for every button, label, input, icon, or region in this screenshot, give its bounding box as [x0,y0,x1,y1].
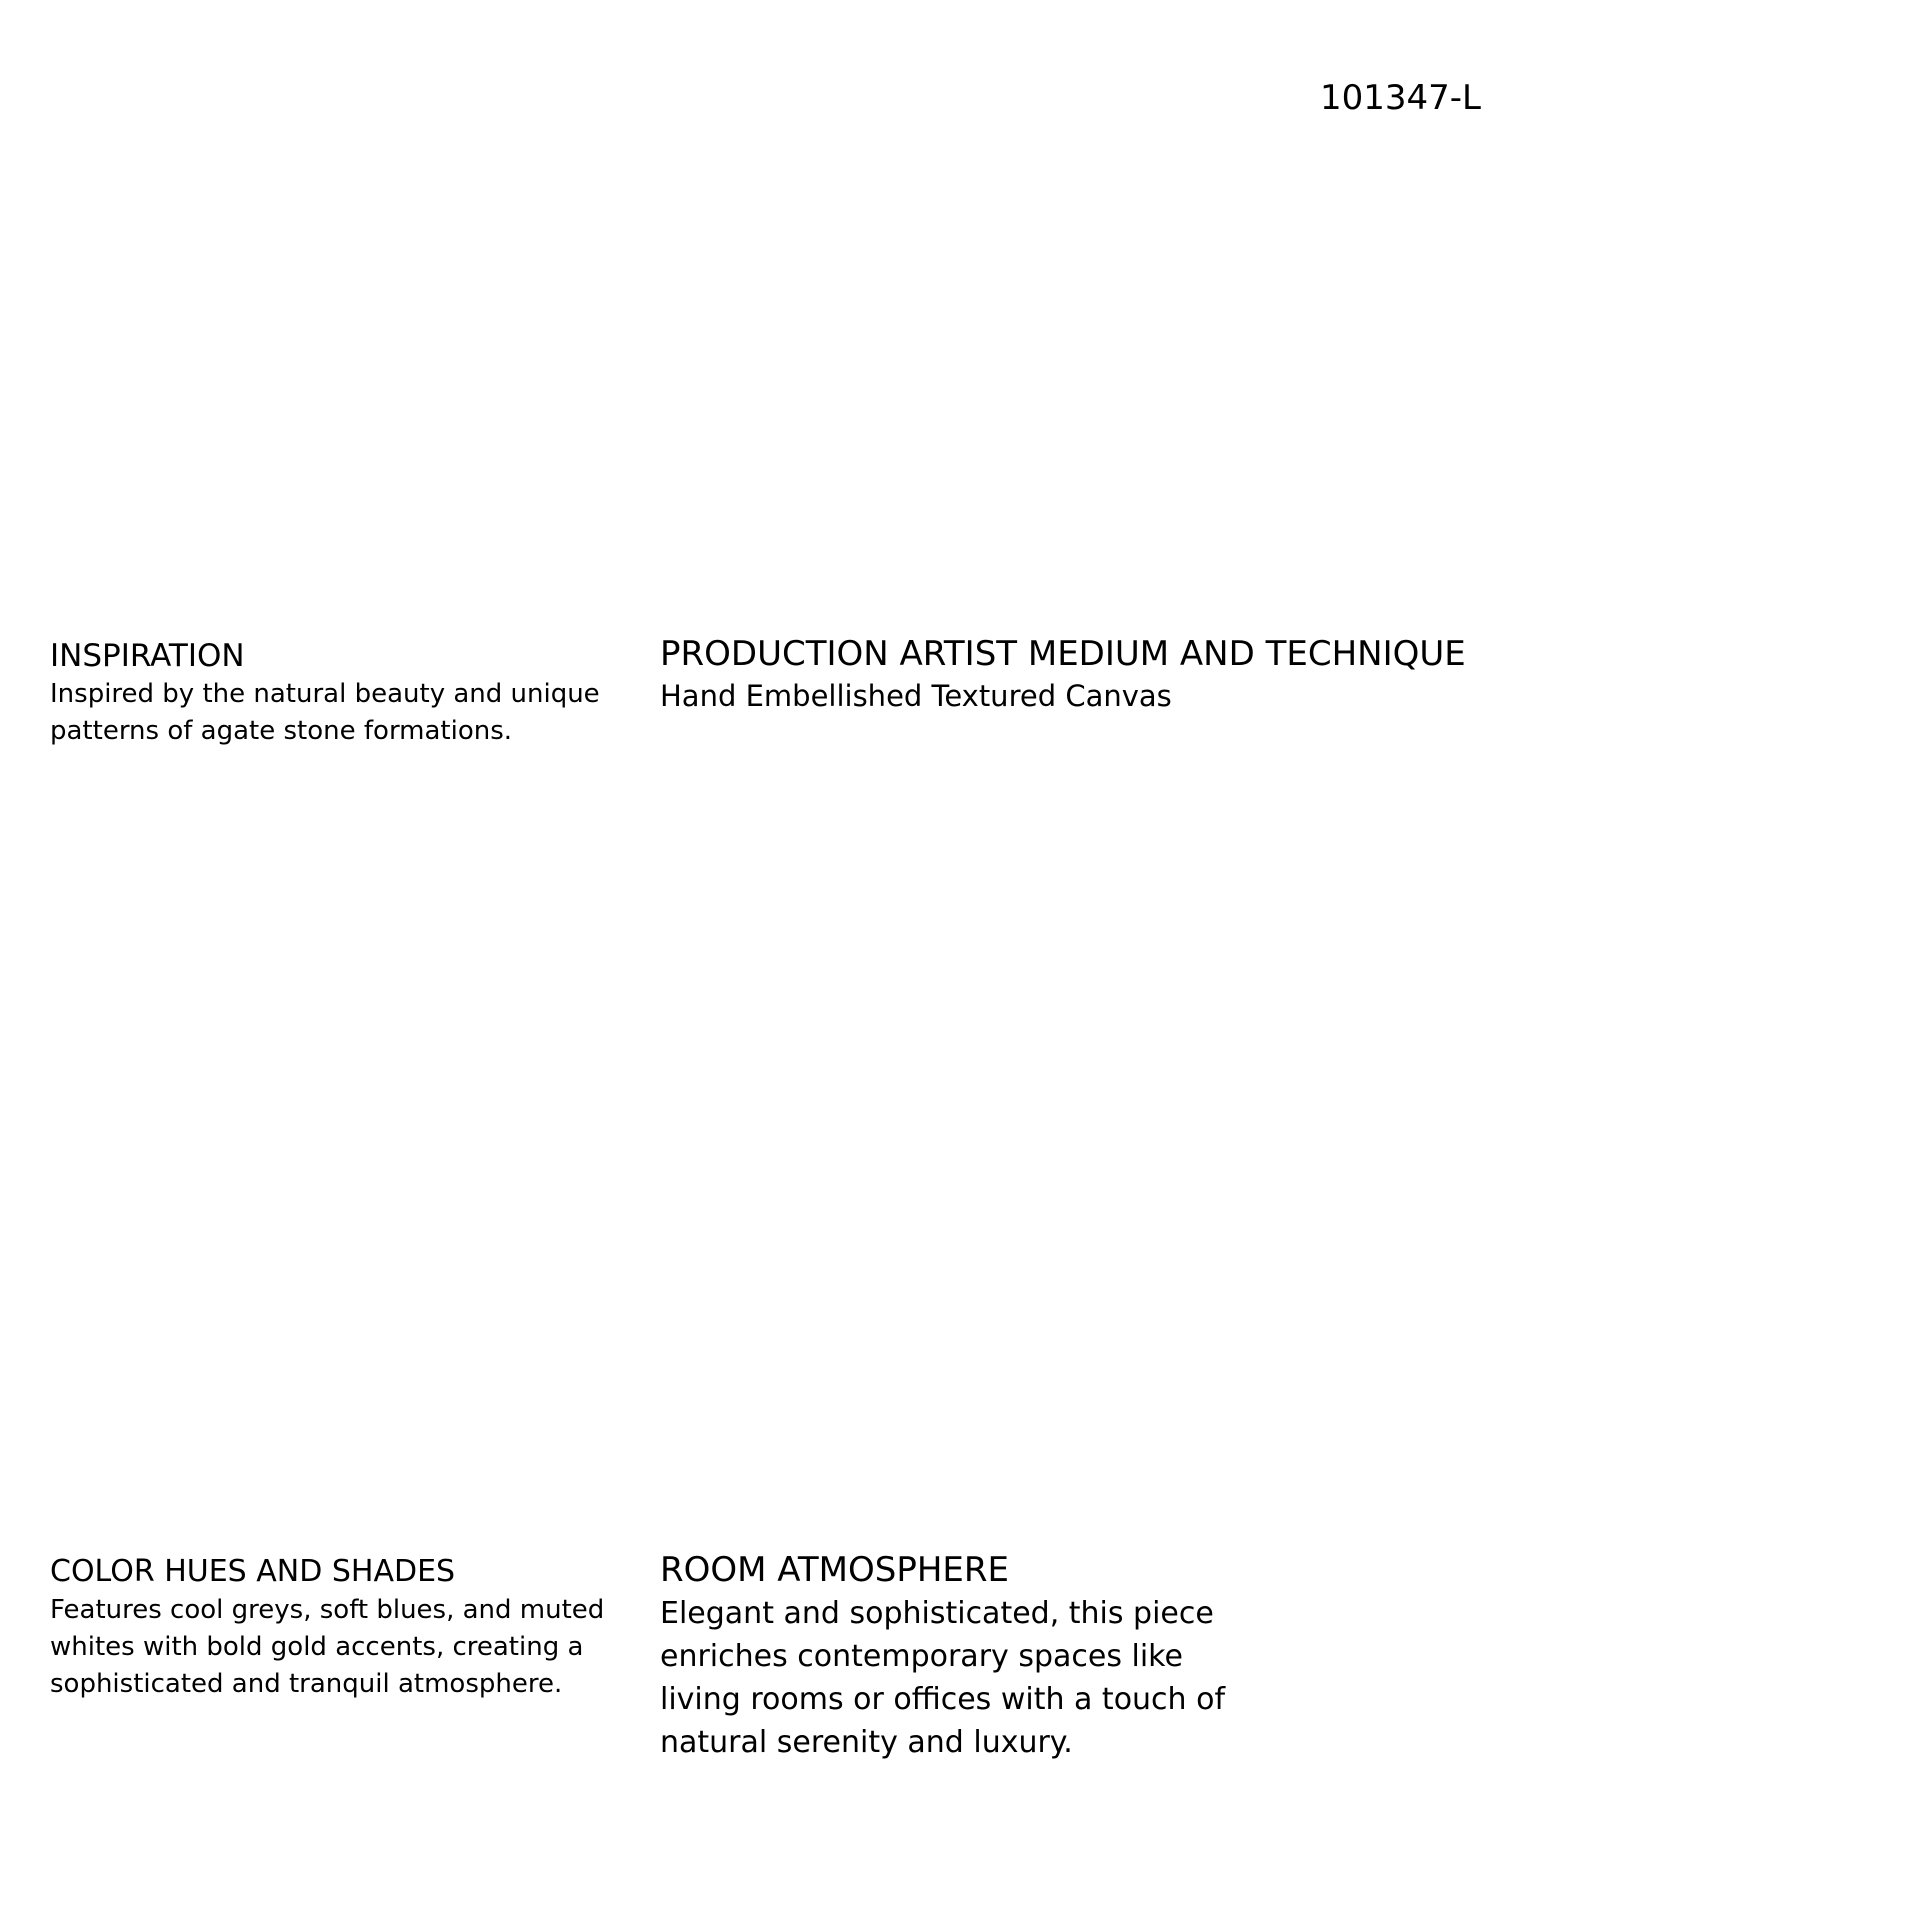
inspiration-section [50,636,610,750]
inspiration-heading: INSPIRATION [50,638,245,674]
medium-technique-section [660,632,1660,716]
medium-technique-heading: PRODUCTION ARTIST MEDIUM AND TECHNIQUE [660,634,1466,674]
medium-technique-text: Hand Embellished Textured Canvas [660,679,1172,713]
inspiration-text: Inspired by the natural beauty and unique patterns of agate stone formations. [50,679,600,746]
product-code: 101347-L [1320,78,1482,118]
room-atmosphere-section [660,1548,1260,1764]
color-hues-section [50,1552,610,1703]
room-atmosphere-heading: ROOM ATMOSPHERE [660,1550,1010,1590]
room-atmosphere-text: Elegant and sophisticated, this piece enriches contemporary spaces like living rooms or offices with a touch of natural serenity and luxury. [660,1596,1226,1760]
color-hues-text: Features cool greys, soft blues, and muted whites with bold gold accents, creating a sophisticated and tranquil atmosphere. [50,1595,605,1699]
color-hues-heading: COLOR HUES AND SHADES [50,1554,456,1589]
